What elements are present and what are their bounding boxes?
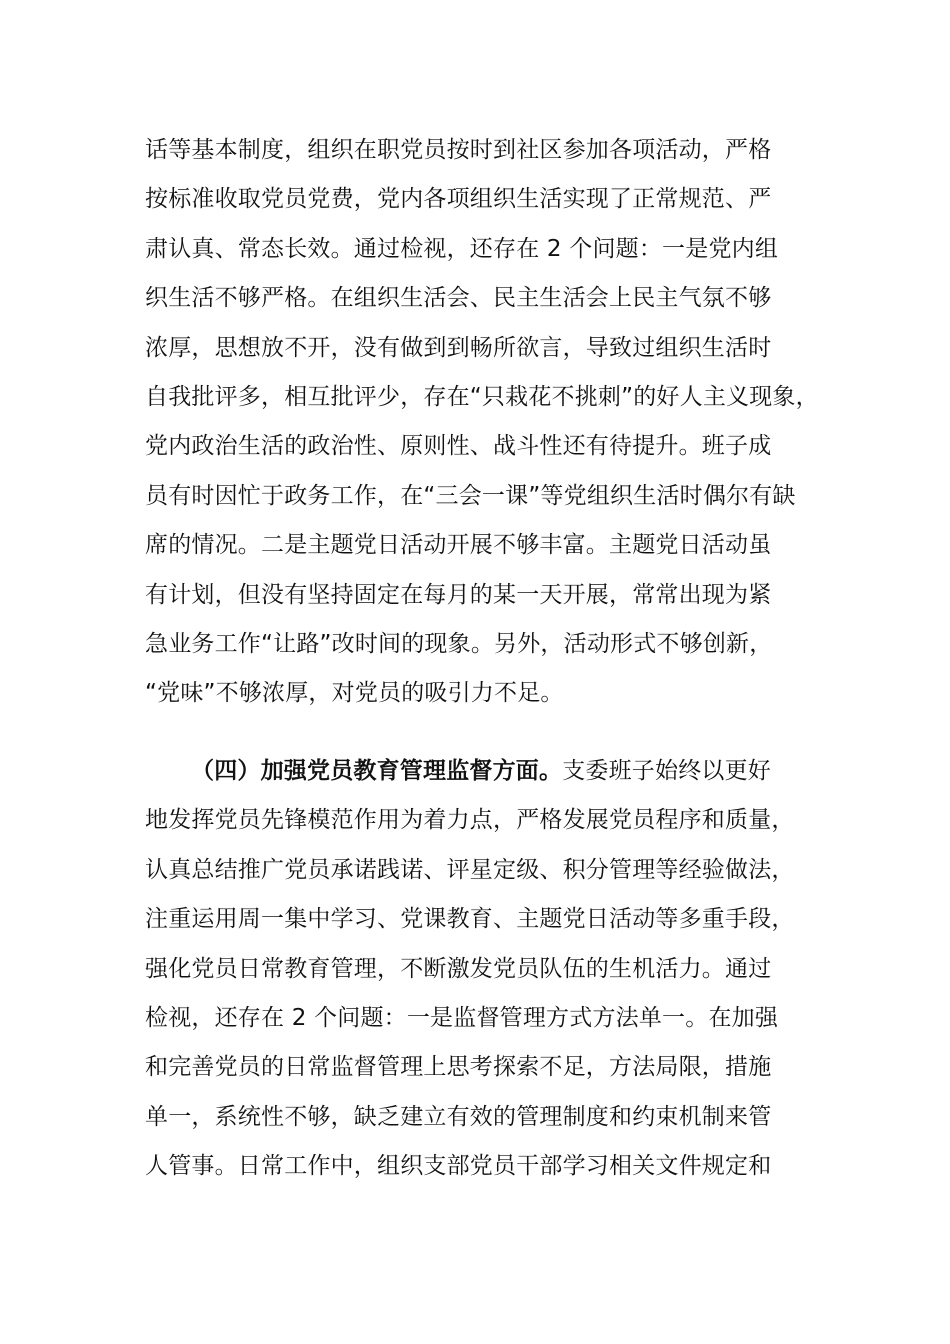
text-line: 有计划，但没有坚持固定在每月的某一天开展，常常出现为紧 xyxy=(145,581,772,608)
text-line: 强化党员日常教育管理，不断激发党员队伍的生机活力。通过 xyxy=(145,955,772,982)
text-line: 织生活不够严格。在组织生活会、民主生活会上民主气氛不够 xyxy=(145,285,772,312)
text-line: 肃认真、常态长效。通过检视，还存在 2 个问题：一是党内组 xyxy=(145,235,779,262)
text-line: 员有时因忙于政务工作，在“三会一课”等党组织生活时偶尔有缺 xyxy=(145,482,796,509)
text-line: 党内政治生活的政治性、原则性、战斗性还有待提升。班子成 xyxy=(145,433,772,460)
text-line: 地发挥党员先锋模范作用为着力点，严格发展党员程序和质量， xyxy=(145,807,795,834)
paragraph-first-line xyxy=(145,747,845,796)
text-line: 急业务工作“让路”改时间的现象。另外，活动形式不够创新， xyxy=(145,630,773,657)
section-heading: （四）加强党员教育管理监督方面。 xyxy=(191,758,563,784)
text-line: 注重运用周一集中学习、党课教育、主题党日活动等多重手段， xyxy=(145,906,795,933)
text-line: 自我批评多，相互批评少，存在“只栽花不挑刺”的好人主义现象， xyxy=(145,383,819,410)
text-line: 人管事。日常工作中，组织支部党员干部学习相关文件规定和 xyxy=(145,1153,772,1180)
text-line: 按标准收取党员党费，党内各项组织生活实现了正常规范、严 xyxy=(145,186,772,213)
text-line: “党味”不够浓厚，对党员的吸引力不足。 xyxy=(145,680,564,707)
text-line: 单一，系统性不够，缺乏建立有效的管理制度和约束机制来管 xyxy=(145,1103,772,1130)
text-line: 认真总结推广党员承诺践诺、评星定级、积分管理等经验做法， xyxy=(145,856,795,883)
text-line: 浓厚，思想放不开，没有做到到畅所欲言，导致过组织生活时 xyxy=(145,334,772,361)
text-line: 检视，还存在 2 个问题：一是监督管理方式方法单一。在加强 xyxy=(145,1004,779,1031)
first-line-text: 支委班子始终以更好 xyxy=(562,758,772,784)
paragraph-1 xyxy=(145,126,845,719)
paragraph-2 xyxy=(145,747,845,1192)
text-line: 席的情况。二是主题党日活动开展不够丰富。主题党日活动虽 xyxy=(145,532,772,559)
text-line: 话等基本制度，组织在职党员按时到社区参加各项活动，严格 xyxy=(145,137,772,163)
text-line: 和完善党员的日常监督管理上思考探索不足，方法局限，措施 xyxy=(145,1054,772,1081)
